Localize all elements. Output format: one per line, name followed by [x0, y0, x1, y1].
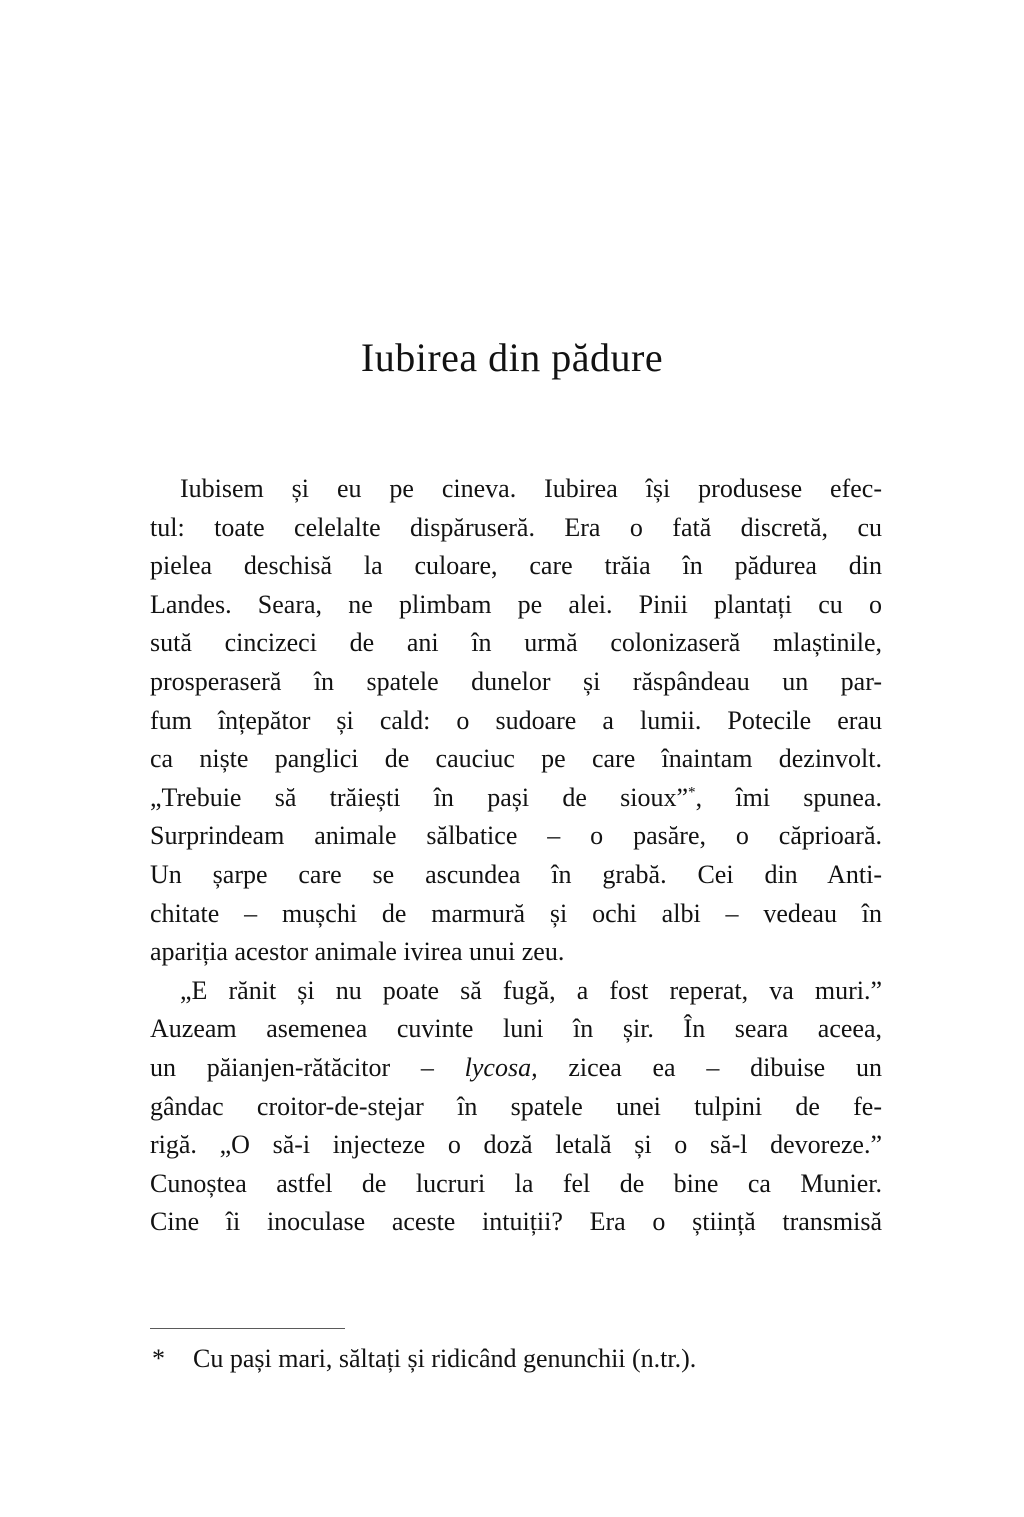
- footnote-divider: [150, 1328, 345, 1329]
- footnote-marker: *: [152, 1344, 165, 1373]
- text-line: „E rănit și nu poate să fugă, a fost reperat, va muri.”: [180, 975, 882, 1005]
- chapter-title: Iubirea din pădure: [360, 335, 664, 380]
- text-line: un păianjen-rătăcitor – lycosa, zicea ea – dibuise un: [150, 1052, 882, 1082]
- text-line: pielea deschisă la culoare, care trăia în pădurea din: [150, 551, 882, 581]
- text-line: sută cincizeci de ani în urmă colonizaseră mlaștinile,: [150, 628, 882, 658]
- text-line: chitate – mușchi de marmură și ochi albi – vedeau în: [150, 898, 882, 928]
- text-line: gândac croitor-de-stejar în spatele unei tulpini de fe-: [150, 1091, 882, 1121]
- text-line: Cine îi inoculase aceste intuiții? Era o știință transmisă: [150, 1207, 882, 1237]
- text-line: fum înțepător și cald: o sudoare a lumii. Potecile erau: [150, 705, 882, 735]
- text-line: rigă. „O să-i injecteze o doză letală și o să-l devoreze.”: [150, 1130, 882, 1160]
- text-line: ca niște panglici de cauciuc pe care înaintam dezinvolt.: [150, 744, 882, 774]
- body-text: [150, 470, 882, 1242]
- footnote: [152, 1341, 884, 1377]
- footnote-text: Cu pași mari, săltați și ridicând genunchii (n.tr.).: [193, 1344, 697, 1373]
- text-line: Iubisem și eu pe cineva. Iubirea își produsese efec-: [180, 474, 882, 503]
- text-line: Surprindeam animale sălbatice – o pasăre, o căprioară.: [150, 821, 882, 851]
- text-line: Cunoștea astfel de lucruri la fel de bine ca Munier.: [150, 1168, 882, 1198]
- text-line: Auzeam asemenea cuvinte luni în șir. În seara aceea,: [150, 1014, 882, 1044]
- text-line: tul: toate celelalte dispăruseră. Era o fată discretă, cu: [150, 512, 882, 542]
- text-line: Un șarpe care se ascundea în grabă. Cei din Anti-: [150, 859, 882, 889]
- text-line: apariția acestor animale ivirea unui zeu.: [150, 937, 565, 967]
- text-line: „Trebuie să trăiești în pași de sioux”*, îmi spunea.: [150, 782, 883, 812]
- text-line: prosperaseră în spatele dunelor și răspândeau un par-: [150, 666, 882, 696]
- text-line: Landes. Seara, ne plimbam pe alei. Pinii plantați cu o: [150, 589, 882, 619]
